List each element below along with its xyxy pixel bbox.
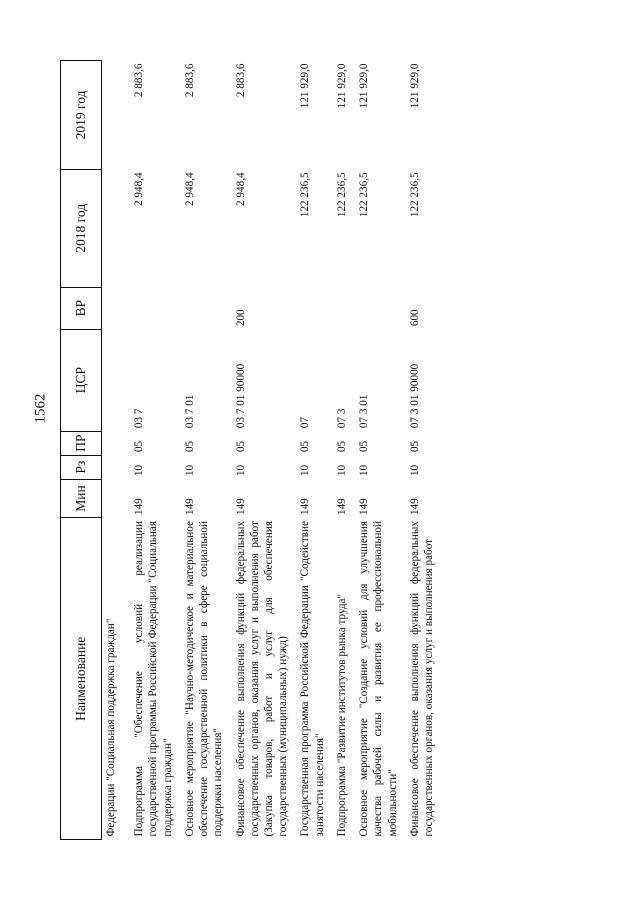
- row-2018: 122 236,5: [358, 172, 371, 218]
- row-2019: 2 883,6: [183, 63, 196, 98]
- row-pr: 05: [358, 440, 371, 453]
- header-vr: ВР: [61, 287, 102, 329]
- row-2018: 2 948,4: [133, 172, 146, 206]
- row-vr: 600: [408, 309, 421, 327]
- row-min: 149: [358, 498, 371, 515]
- row-csr: 07 3: [335, 408, 348, 429]
- row-name: Финансовое обеспечение выполнения функций федеральных государственных органов, оказания услуг и выполнения работ: [408, 521, 435, 837]
- row-2019: 121 929,0: [408, 63, 421, 109]
- row-min: 149: [335, 498, 348, 515]
- row-name: Финансовое обеспечение выполнения функций федеральных государственных органов, оказания услуг и выполнения работ (Закупка товаров, работ и услуг для обеспечения государственных (муниципальных) нужд): [234, 521, 290, 837]
- row-2018: 122 236,5: [299, 172, 312, 218]
- table-row: [128, 61, 179, 840]
- row-rz: 10: [299, 464, 312, 477]
- row-pr: 05: [408, 440, 421, 453]
- continuation-row: [102, 61, 129, 840]
- row-vr: [179, 287, 230, 329]
- row-rz: 10: [408, 464, 421, 477]
- row-csr: 03 7: [133, 408, 146, 429]
- row-vr: [353, 287, 404, 329]
- header-2018: 2018 год: [61, 169, 102, 287]
- row-2019: 2 883,6: [133, 63, 146, 98]
- rotated-page-content: [60, 60, 600, 840]
- row-2019: 121 929,0: [335, 63, 348, 109]
- row-2018: 122 236,5: [335, 172, 348, 218]
- table-row: [353, 61, 404, 840]
- row-csr: 03 7 01 90000: [234, 363, 247, 429]
- row-2018: 2 948,4: [234, 172, 247, 206]
- header-min: Мин: [61, 479, 102, 518]
- row-pr: 05: [234, 440, 247, 453]
- table-header-row: [61, 61, 102, 840]
- row-vr: [128, 287, 179, 329]
- row-csr: 03 7 01: [183, 394, 196, 429]
- row-name: Основное мероприятие "Научно-методическое и материальное обеспечение государственной политики в сфере социальной поддержки населения": [183, 521, 225, 837]
- row-rz: 10: [133, 464, 146, 477]
- table-row: [404, 61, 440, 840]
- row-name: Государственная программа Российской Федерации "Содействие занятости населения": [299, 521, 326, 837]
- row-pr: 05: [183, 440, 196, 453]
- header-csr: ЦСР: [61, 329, 102, 431]
- row-csr: 07 3 01 90000: [408, 363, 421, 429]
- row-vr: [331, 287, 353, 329]
- header-name: Наименование: [61, 518, 102, 840]
- row-2019: 121 929,0: [358, 63, 371, 109]
- row-rz: 10: [183, 464, 196, 477]
- continuation-text: Федерации "Социальная поддержка граждан": [105, 618, 117, 837]
- row-2019: 2 883,6: [234, 63, 247, 98]
- row-rz: 10: [358, 464, 371, 477]
- header-2019: 2019 год: [61, 61, 102, 170]
- row-pr: 05: [133, 440, 146, 453]
- row-name: Подпрограмма "Развитие институтов рынка труда": [335, 593, 348, 837]
- row-vr: 200: [234, 309, 247, 327]
- table-row: [230, 61, 295, 840]
- row-2018: 2 948,4: [183, 172, 196, 206]
- row-vr: [294, 287, 330, 329]
- table-row: [331, 61, 353, 840]
- header-rz: Рз: [61, 455, 102, 479]
- table-row: [294, 61, 330, 840]
- row-min: 149: [408, 498, 421, 515]
- row-pr: 05: [299, 440, 312, 453]
- row-min: 149: [299, 498, 312, 515]
- row-csr: 07 3 01: [358, 394, 371, 429]
- row-rz: 10: [234, 464, 247, 477]
- row-name: Подпрограмма "Обеспечение условий реализации государственной программы Российской Федерации "Социальная поддержка граждан": [133, 521, 174, 837]
- header-pr: ПР: [61, 431, 102, 455]
- page-number: 1562: [32, 393, 49, 424]
- row-pr: 05: [335, 440, 348, 453]
- row-min: 149: [234, 498, 247, 515]
- row-min: 149: [133, 498, 146, 515]
- row-min: 149: [183, 498, 196, 515]
- row-csr: 07: [299, 416, 312, 429]
- budget-table: [60, 60, 440, 840]
- row-name: Основное мероприятие "Создание условий для улучшения качества рабочей силы и развития ее профессиональной мобильности": [358, 521, 399, 837]
- table-row: [179, 61, 230, 840]
- row-2018: 122 236,5: [408, 172, 421, 218]
- row-rz: 10: [335, 464, 348, 477]
- row-2019: 121 929,0: [299, 63, 312, 109]
